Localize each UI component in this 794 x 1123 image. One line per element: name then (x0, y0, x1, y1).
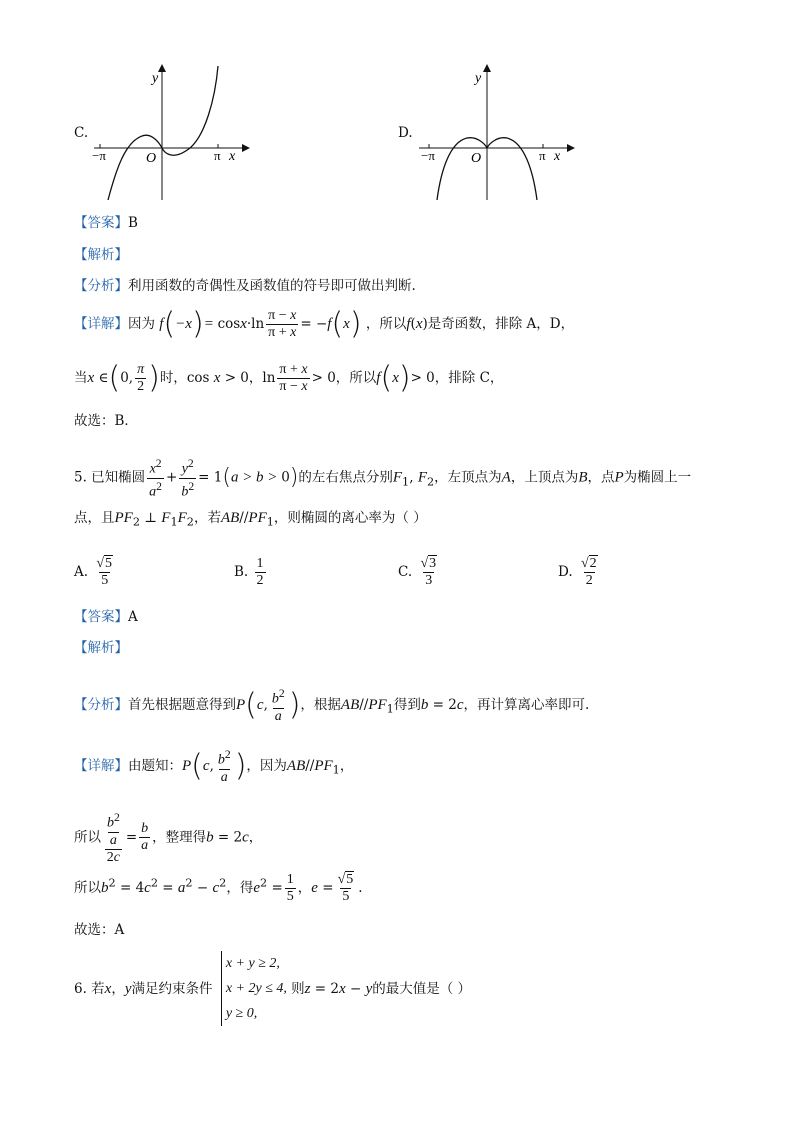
option-b-label: B. (234, 564, 249, 580)
option-a-label: A. (74, 564, 89, 580)
q5-t1: 的左右焦点分别 (298, 469, 393, 486)
q5-r2: ，得 (226, 880, 254, 896)
q6-number: 6. 若 (74, 980, 105, 997)
q6-stem: 6. 若x，y满足约束条件 x + y ≥ 2, x + 2y ≤ 4, y ≥ 0, 则z = 2x − y的最大值是（ ） (74, 951, 471, 1026)
graph-option-d (415, 60, 575, 205)
q6-constraint-system: x + y ≥ 2, x + 2y ≤ 4, y ≥ 0, (221, 951, 287, 1026)
q6-var-y: y (124, 980, 132, 997)
q5-t4: ，点 (587, 469, 615, 486)
q5-option-b: B. $\frac{1}{2}$ (234, 556, 264, 588)
q4-answer (74, 213, 138, 233)
q5-l2c: ，则椭圆的离心率为（ ） (273, 510, 427, 526)
q4-d2a: 当 (74, 370, 88, 386)
q5-answer-value: A (128, 609, 138, 625)
q4-fenxi-text: 利用函数的奇偶性及函数值的符号即可做出判断. (128, 278, 416, 294)
q5-point-a: A (501, 469, 511, 486)
fenxi-tag: 【分析】 (74, 278, 128, 294)
q5-l2a: 点，且 (74, 510, 115, 526)
q5-option-d: D. $\frac{√2}{2}$ (558, 556, 597, 588)
q4-formula-1: f(−x)= cosx·ln $\frac{\pi - x}{\pi + x}$ = −f(x) (159, 306, 362, 342)
q5-l2b: ，若 (193, 510, 221, 526)
q4-d1a: 因为 (128, 316, 155, 332)
q5-detail: 【详解】由题知：P(c, $\frac{b^2}{a}$ )，因为$AB//PF_1$， (74, 748, 354, 785)
graph-c-x-label: x (229, 149, 236, 164)
graph-d-origin: O (471, 151, 482, 166)
q5-number: 5. 已知椭圆 (74, 469, 146, 486)
option-c-label: C. (74, 125, 89, 141)
q5-stem-line1: 5. 已知椭圆 $\frac{x^2}{a^2}$ + $\frac{y^2}{b^2}$ = 1(a > b > 0)的左右焦点分别$F_1$, $F_2$，左顶点为A，上顶点为B，点P为椭圆上一 (74, 457, 692, 500)
q6-var-x: x (104, 980, 112, 997)
q4-analysis-tag: 【解析】 (74, 247, 128, 263)
q5-f2: ，根据 (300, 696, 341, 713)
q5-point-p: P (614, 469, 624, 486)
q5-x2: ，因为 (246, 757, 287, 774)
q5-analysis-tag: 【解析】 (74, 640, 128, 656)
q5-r1: 所以 (74, 880, 101, 896)
q5-answer (74, 607, 138, 627)
q6-t1: 满足约束条件 (131, 980, 213, 997)
option-c-text-label: C. (398, 564, 413, 580)
q4-d2d: ，所以 (335, 370, 377, 386)
q5-s1: 所以 (74, 829, 101, 846)
q5-t3: ，上顶点为 (510, 469, 579, 486)
graph-c-pi: π (214, 148, 221, 163)
graph-d-x-label: x (554, 149, 561, 164)
q5-step-1: 所以 $\frac{\frac{b^2}{a}}{2c}$ = $\frac{b}{a}$ ，整理得b = 2c， (74, 811, 263, 865)
q6-t2: 则 (291, 980, 305, 997)
graph-c-origin: O (146, 151, 157, 166)
q5-stem-line2: 点，且$PF_2$ ⊥ $F_1F_2$，若$AB//PF_1$，则椭圆的离心率为（ ） (74, 510, 427, 529)
q4-detail-line1: 【详解】因为 f(−x)= cosx·ln $\frac{\pi - x}{\pi + x}$ = −f(x) ，所以f(x)是奇函数，排除 A，D， (74, 306, 575, 342)
option-d-text-label: D. (558, 564, 573, 580)
q4-d1b: ，所以 (365, 316, 407, 332)
q5-step-2: 所以$b^2 = 4c^2 = a^2 - c^2$，得$e^2$ = $\frac{1}{5}$ ，e = $\frac{√5}{5}$ . (74, 872, 363, 904)
q5-fenxi: 【分析】首先根据题意得到P(c, $\frac{b^2}{a}$ )，根据$AB//PF_1$得到b = 2c，再计算离心率即可. (74, 687, 590, 724)
q5-conclusion: 故选：A (74, 922, 125, 938)
q5-option-c: C. $\frac{√3}{3}$ (398, 556, 437, 588)
q5-t2: ，左顶点为 (434, 469, 502, 486)
q5-f4: ，再计算离心率即可. (463, 696, 590, 713)
graph-d-neg-pi: −π (421, 148, 435, 163)
q5-f3: 得到 (393, 696, 421, 713)
q5-x1: 由题知： (128, 757, 182, 774)
answer-tag: 【答案】 (74, 215, 128, 231)
q6-comma: ， (111, 980, 125, 997)
q4-fenxi (74, 276, 416, 296)
answer-tag: 【答案】 (74, 609, 128, 625)
q5-s2: ，整理得 (152, 829, 207, 846)
q4-detail-line2: 当x ∈(0, $\frac{\pi}{2}$ )时，cos x > 0，ln $\frac{\pi + x}{\pi - x}$ > 0，所以f(x)> 0，排除 C， (74, 360, 504, 396)
detail-tag: 【详解】 (74, 757, 128, 774)
q4-d2c: ， (248, 370, 263, 386)
fenxi-tag: 【分析】 (74, 696, 128, 713)
graph-c-y-label: y (152, 71, 159, 86)
q4-conclusion: 故选：B． (74, 413, 138, 429)
graph-d-pi: π (539, 148, 546, 163)
q4-answer-value: B (128, 215, 138, 231)
q4-d1c: 是奇函数，排除 A，D， (427, 316, 575, 332)
option-d-label: D. (398, 125, 413, 141)
q5-point-b: B (578, 469, 588, 486)
graph-d-y-label: y (475, 71, 482, 86)
q4-d2e: ，排除 C， (434, 370, 504, 386)
graph-c-neg-pi: −π (92, 148, 106, 163)
detail-tag: 【详解】 (74, 316, 128, 332)
q5-t5: 为椭圆上一 (623, 469, 692, 486)
q5-f1: 首先根据题意得到 (128, 696, 236, 713)
q6-t3: 的最大值是（ ） (372, 980, 472, 997)
q5-option-a: A. $\frac{√5}{5}$ (74, 556, 113, 588)
q4-d2b: 时， (159, 370, 187, 386)
graph-option-c (90, 60, 250, 205)
